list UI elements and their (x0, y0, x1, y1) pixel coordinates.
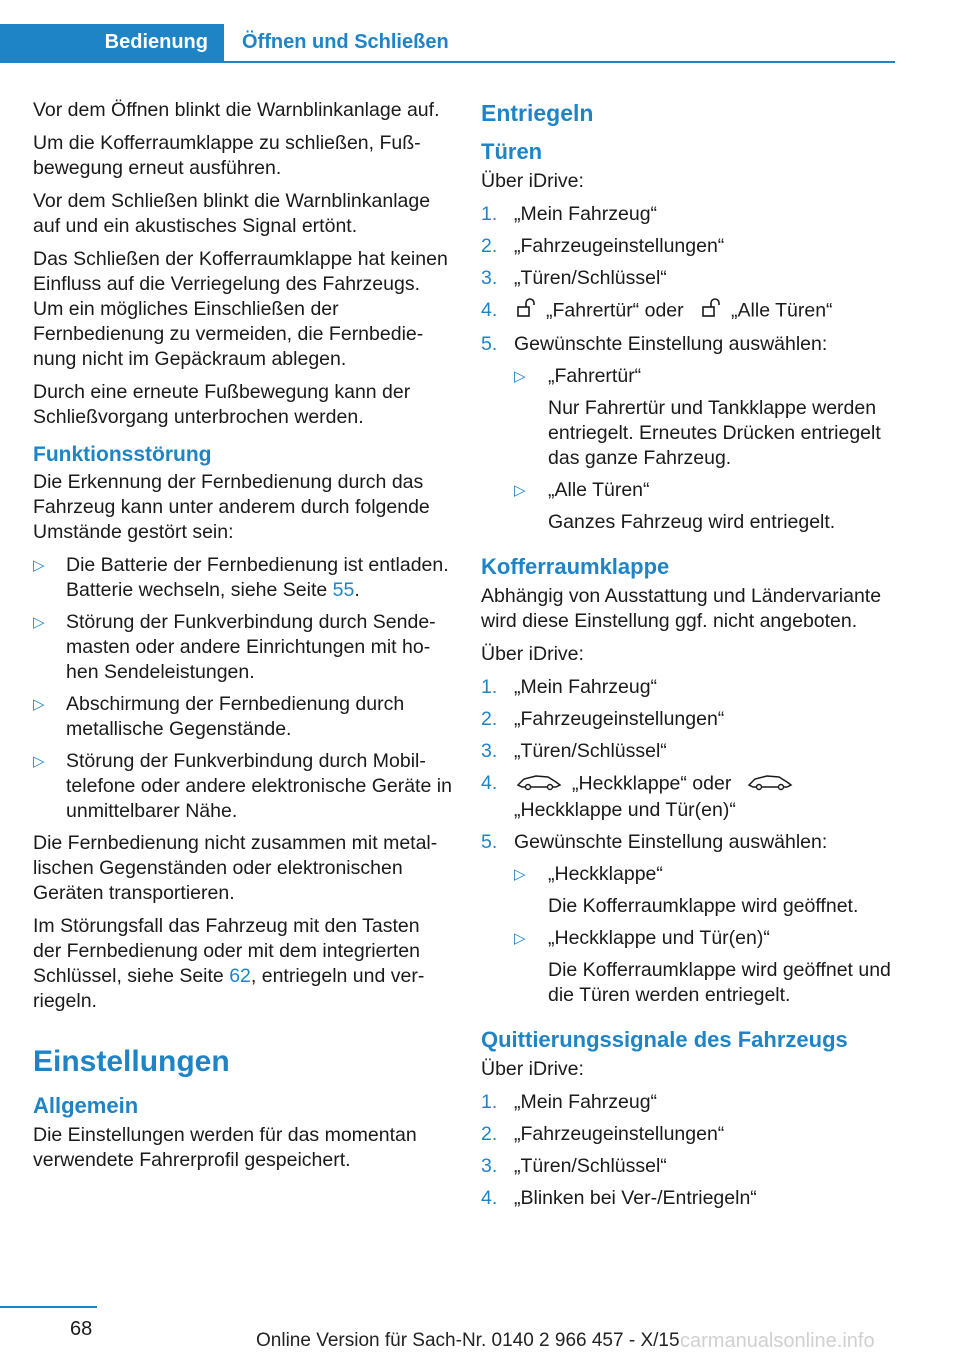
paragraph: Das Schließen der Kofferraumklappe hat keinen Einfluss auf die Verriegelung des Fahrzeugs. Um ein mögliches Einschließen der Fernbedienung zu vermeiden, die Fernbedienung nicht im Gepäckraum ablegen. (33, 248, 448, 370)
list-number: 4. (481, 772, 498, 794)
list-item-text: Störung der Funkverbindung durch Mobiltelefone oder andere elektronische Geräte in unmittelbarer Nähe. (66, 750, 452, 822)
section-tab-bedienung: Bedienung (0, 24, 224, 61)
list-item (481, 707, 897, 732)
list-item (481, 675, 897, 700)
list-item-text: „Fahrzeugeinstellungen“ (514, 708, 725, 730)
list-item (481, 771, 897, 823)
option-label: „Heckklappe“ (548, 863, 663, 885)
option-label: „Fahrertür“ (548, 365, 642, 387)
page-header (0, 0, 895, 62)
right-column (481, 98, 897, 1221)
paragraph: Die Einstellungen werden für das momentan verwendete Fahrerprofil gespeichert. (33, 1124, 417, 1171)
list-item (481, 332, 897, 535)
bullet-triangle-icon: ▷ (33, 614, 45, 631)
list-number: 1. (481, 1091, 498, 1113)
bullet-list (33, 553, 453, 824)
paragraph-text-end: , entriegeln und verriegeln. (33, 965, 425, 1012)
list-item (481, 1154, 897, 1179)
sub-list-item (514, 926, 897, 1008)
list-item-text: „Mein Fahrzeug“ (514, 203, 658, 225)
list-item-text: „Mein Fahrzeug“ (514, 676, 658, 698)
bullet-triangle-icon: ▷ (33, 696, 45, 713)
list-item-text: Störung der Funkverbindung durch Sendemasten oder andere Einrichtungen mit hohen Sendeleistungen. (66, 611, 436, 683)
list-item (481, 202, 897, 227)
list-item-text: „Alle Türen“ (731, 299, 833, 322)
list-number: 1. (481, 203, 498, 225)
sub-list (514, 364, 897, 535)
bullet-triangle-icon: ▷ (514, 368, 526, 385)
paragraph: Die Fernbedienung nicht zusammen mit metallischen Gegenständen oder elektronischen Geräten transportieren. (33, 832, 438, 904)
list-item (481, 739, 897, 764)
option-label: „Alle Türen“ (548, 479, 650, 501)
sub-list-item (514, 478, 897, 535)
numbered-list-tueren (481, 202, 897, 535)
page-link-55[interactable]: 55 (332, 579, 355, 601)
list-number: 1. (481, 676, 498, 698)
numbered-list-quittierung (481, 1090, 897, 1211)
sub-list-item (514, 364, 897, 471)
paragraph: Die Erkennung der Fernbedienung durch das Fahrzeug kann unter anderem durch folgende Umstände gestört sein: (33, 471, 430, 543)
car-tailgate-icon (516, 771, 562, 798)
list-item (481, 1186, 897, 1211)
watermark: carmanualsonline.info (680, 1330, 875, 1352)
list-number: 2. (481, 235, 498, 257)
bullet-triangle-icon: ▷ (514, 482, 526, 499)
list-item (33, 749, 453, 824)
list-item-text: „Fahrzeugeinstellungen“ (514, 1123, 725, 1145)
list-item-text: Gewünschte Einstellung auswählen: (514, 333, 828, 355)
list-item-text: Die Batterie der Fernbedienung ist entladen. Batterie wechseln, siehe Seite (66, 554, 449, 601)
list-number: 4. (481, 299, 498, 321)
sub-list-item (514, 862, 897, 919)
paragraph (33, 914, 453, 1014)
list-number: 4. (481, 1187, 498, 1209)
list-item-text: Gewünschte Einstellung auswählen: (514, 831, 828, 853)
paragraph-text: Im Störungsfall das Fahrzeug mit den Tasten der Fernbedienung oder mit dem integrierten Schlüssel, siehe Seite (33, 915, 420, 987)
bullet-triangle-icon: ▷ (514, 866, 526, 883)
heading-allgemein: Allgemein (33, 1093, 139, 1118)
list-item-text: „Türen/Schlüssel“ (514, 740, 667, 762)
list-item (33, 610, 453, 685)
footer-divider (0, 1306, 97, 1308)
list-item (481, 266, 897, 291)
list-item-text: „Blinken bei Ver-/Entriegeln“ (514, 1187, 757, 1209)
unlock-icon (514, 298, 536, 325)
list-item (481, 298, 897, 325)
list-number: 3. (481, 740, 498, 762)
sub-list (514, 862, 897, 1008)
paragraph: Vor dem Schließen blinkt die Warnblinkanlage auf und ein akustisches Signal ertönt. (33, 190, 431, 237)
heading-tueren: Türen (481, 139, 543, 164)
unlock-icon (699, 298, 721, 325)
paragraph: Um die Kofferraumklappe zu schließen, Fußbewegung erneut ausführen. (33, 132, 421, 179)
footer-online-version: Online Version für Sach-Nr. 0140 2 966 457 - X/15 (256, 1330, 680, 1351)
paragraph: Über iDrive: (481, 643, 584, 665)
left-column (33, 98, 453, 1181)
paragraph: Über iDrive: (481, 1058, 584, 1080)
bullet-triangle-icon: ▷ (33, 753, 45, 770)
list-item-text: „Mein Fahrzeug“ (514, 1091, 658, 1113)
list-number: 5. (481, 333, 498, 355)
option-label: „Heckklappe und Tür(en)“ (548, 927, 770, 949)
option-description: Ganzes Fahrzeug wird entriegelt. (548, 511, 836, 533)
list-item-text: „Heckklappe und Tür(en)“ (514, 799, 736, 821)
list-number: 3. (481, 1155, 498, 1177)
option-description: Die Kofferraumklappe wird geöffnet und die Türen werden entriegelt. (548, 959, 891, 1006)
section-tab-oeffnen-schliessen: Öffnen und Schließen (242, 31, 449, 53)
list-item-text: „Türen/Schlüssel“ (514, 1155, 667, 1177)
heading-einstellungen: Einstellungen (33, 1045, 230, 1078)
bullet-triangle-icon: ▷ (33, 557, 45, 574)
list-item (481, 1122, 897, 1147)
list-item-text: Abschirmung der Fernbedienung durch metallische Gegenstände. (66, 693, 405, 740)
car-tailgate-doors-icon (747, 771, 793, 798)
list-item (33, 692, 453, 742)
list-item (481, 234, 897, 259)
list-item-text-end: . (354, 579, 360, 601)
numbered-list-kofferraumklappe (481, 675, 897, 1008)
list-item (481, 1090, 897, 1115)
list-item-text: „Türen/Schlüssel“ (514, 267, 667, 289)
paragraph: Abhängig von Ausstattung und Ländervariante wird diese Einstellung ggf. nicht angeboten. (481, 585, 882, 632)
paragraph: Vor dem Öffnen blinkt die Warnblinkanlage auf. (33, 99, 440, 121)
list-item (481, 830, 897, 1008)
header-divider (0, 61, 895, 63)
list-number: 3. (481, 267, 498, 289)
heading-entriegeln: Entriegeln (481, 100, 594, 126)
list-item-text: „Fahrzeugeinstellungen“ (514, 235, 725, 257)
option-description: Nur Fahrertür und Tankklappe werden entriegelt. Erneutes Drücken entriegelt das ganze Fahrzeug. (548, 397, 881, 469)
option-description: Die Kofferraumklappe wird geöffnet. (548, 895, 859, 917)
page-number: 68 (70, 1318, 93, 1340)
paragraph: Über iDrive: (481, 170, 584, 192)
list-number: 2. (481, 1123, 498, 1145)
list-number: 2. (481, 708, 498, 730)
heading-quittierungssignale: Quittierungssignale des Fahrzeugs (481, 1027, 848, 1052)
heading-kofferraumklappe: Kofferraumklappe (481, 554, 670, 579)
paragraph: Durch eine erneute Fußbewegung kann der Schließvorgang unterbrochen werden. (33, 381, 411, 428)
page-link-62[interactable]: 62 (229, 965, 251, 987)
bullet-triangle-icon: ▷ (514, 930, 526, 947)
list-item-text: „Heckklappe“ oder (572, 772, 732, 795)
heading-funktionsstoerung: Funktionsstörung (33, 443, 212, 466)
list-item-text: „Fahrertür“ oder (546, 299, 684, 322)
list-item (33, 553, 453, 603)
list-number: 5. (481, 831, 498, 853)
